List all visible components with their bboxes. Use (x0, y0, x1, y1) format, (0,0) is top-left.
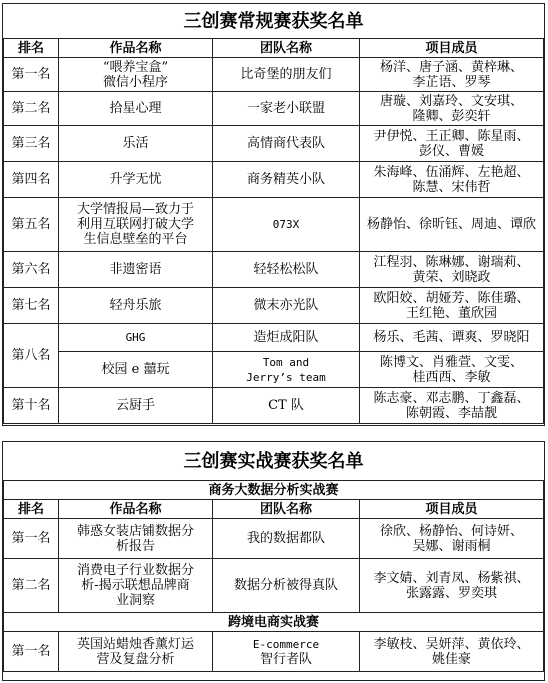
table-row (4, 58, 544, 92)
section-title-crossborder: 跨境电商实战赛 (4, 613, 544, 632)
table-header-row (4, 500, 544, 519)
regular-award-table (3, 4, 544, 424)
table-row (4, 632, 544, 672)
members-cell: 杨乐、毛茜、谭爽、罗晓阳 (360, 324, 544, 352)
rank-cell: 第一名 (4, 632, 59, 672)
rank-cell: 第六名 (4, 252, 59, 288)
header-work: 作品名称 (59, 39, 213, 58)
table-row (4, 288, 544, 324)
header-members: 项目成员 (360, 500, 544, 519)
work-cell: 大学情报局—致力于 利用互联网打破大学 生信息壁垒的平台 (59, 198, 213, 252)
members-cell: 李文婧、刘青凤、杨紫祺、 张露露、罗奕琪 (360, 559, 544, 613)
table-row (4, 252, 544, 288)
work-cell: 拾星心理 (59, 92, 213, 126)
members-cell: 李敏枝、吴妍萍、黄依玲、 姚佳豪 (360, 632, 544, 672)
rank-cell: 第十名 (4, 388, 59, 424)
rank-cell: 第一名 (4, 519, 59, 559)
work-cell: 云厨手 (59, 388, 213, 424)
header-members: 项目成员 (360, 39, 544, 58)
work-cell: 校园 e 囍玩 (59, 352, 213, 388)
table-row (4, 198, 544, 252)
members-cell: 唐璇、刘嘉玲、文安琪、 隆卿、彭奕轩 (360, 92, 544, 126)
team-cell: 微末亦光队 (213, 288, 360, 324)
work-cell: GHG (59, 324, 213, 352)
rank-cell: 第二名 (4, 559, 59, 613)
table-header-row (4, 39, 544, 58)
team-cell: 数据分析被得真队 (213, 559, 360, 613)
work-cell: 韩惑女装店铺数据分 析报告 (59, 519, 213, 559)
header-team: 团队名称 (213, 39, 360, 58)
table-row (4, 324, 544, 352)
work-cell: 升学无忧 (59, 162, 213, 198)
practical-award-table (3, 442, 544, 672)
team-cell: 造炬成阳队 (213, 324, 360, 352)
rank-cell: 第一名 (4, 58, 59, 92)
work-cell: 非遗密语 (59, 252, 213, 288)
work-cell: 消费电子行业数据分 析-揭示联想品牌商 业洞察 (59, 559, 213, 613)
table-row (4, 388, 544, 424)
regular-award-title: 三创赛常规赛获奖名单 (4, 4, 544, 39)
table-row (4, 519, 544, 559)
members-cell: 欧阳姣、胡娅芳、陈佳璐、 王红艳、董欣园 (360, 288, 544, 324)
regular-award-panel (2, 3, 545, 426)
team-cell: 一家老小联盟 (213, 92, 360, 126)
work-cell: 轻舟乐旅 (59, 288, 213, 324)
team-cell: 商务精英小队 (213, 162, 360, 198)
members-cell: 江程羽、陈琳娜、谢瑞莉、 黄荣、刘晓政 (360, 252, 544, 288)
team-cell: E-commerce 智行者队 (213, 632, 360, 672)
table-row (4, 559, 544, 613)
practical-award-title: 三创赛实战赛获奖名单 (4, 442, 544, 481)
header-rank: 排名 (4, 39, 59, 58)
members-cell: 杨洋、唐子涵、黄梓琳、 李芷语、罗琴 (360, 58, 544, 92)
table-row (4, 92, 544, 126)
rank-cell: 第二名 (4, 92, 59, 126)
rank-cell: 第三名 (4, 126, 59, 162)
members-cell: 陈博文、肖雅萱、文雯、 桂西西、李敏 (360, 352, 544, 388)
table-row (4, 126, 544, 162)
team-cell: 高情商代表队 (213, 126, 360, 162)
table-row (4, 352, 544, 388)
team-cell: 比奇堡的朋友们 (213, 58, 360, 92)
members-cell: 尹伊悦、王正卿、陈星雨、 彭仪、曹媛 (360, 126, 544, 162)
rank-cell: 第四名 (4, 162, 59, 198)
rank-cell: 第七名 (4, 288, 59, 324)
members-cell: 朱海峰、伍涌辉、左艳超、 陈慧、宋伟哲 (360, 162, 544, 198)
section-title-bigdata: 商务大数据分析实战赛 (4, 481, 544, 500)
team-cell: 我的数据都队 (213, 519, 360, 559)
table-row (4, 162, 544, 198)
work-cell: 乐活 (59, 126, 213, 162)
team-cell: CT 队 (213, 388, 360, 424)
header-rank: 排名 (4, 500, 59, 519)
members-cell: 徐欣、杨静怡、何诗妍、 吴娜、谢雨桐 (360, 519, 544, 559)
rank-cell: 第五名 (4, 198, 59, 252)
work-cell: “喂养宝盒” 微信小程序 (59, 58, 213, 92)
members-cell: 杨静怡、徐昕钰、周迪、谭欣 (360, 198, 544, 252)
header-work: 作品名称 (59, 500, 213, 519)
practical-award-panel (2, 441, 545, 681)
header-team: 团队名称 (213, 500, 360, 519)
members-cell: 陈志豪、邓志鹏、丁鑫磊、 陈朝霞、李喆靓 (360, 388, 544, 424)
team-cell: 073X (213, 198, 360, 252)
team-cell: 轻轻松松队 (213, 252, 360, 288)
work-cell: 英国站蜡烛香薰灯运 营及复盘分析 (59, 632, 213, 672)
team-cell: Tom and Jerry’s team (213, 352, 360, 388)
rank-cell: 第八名 (4, 324, 59, 388)
